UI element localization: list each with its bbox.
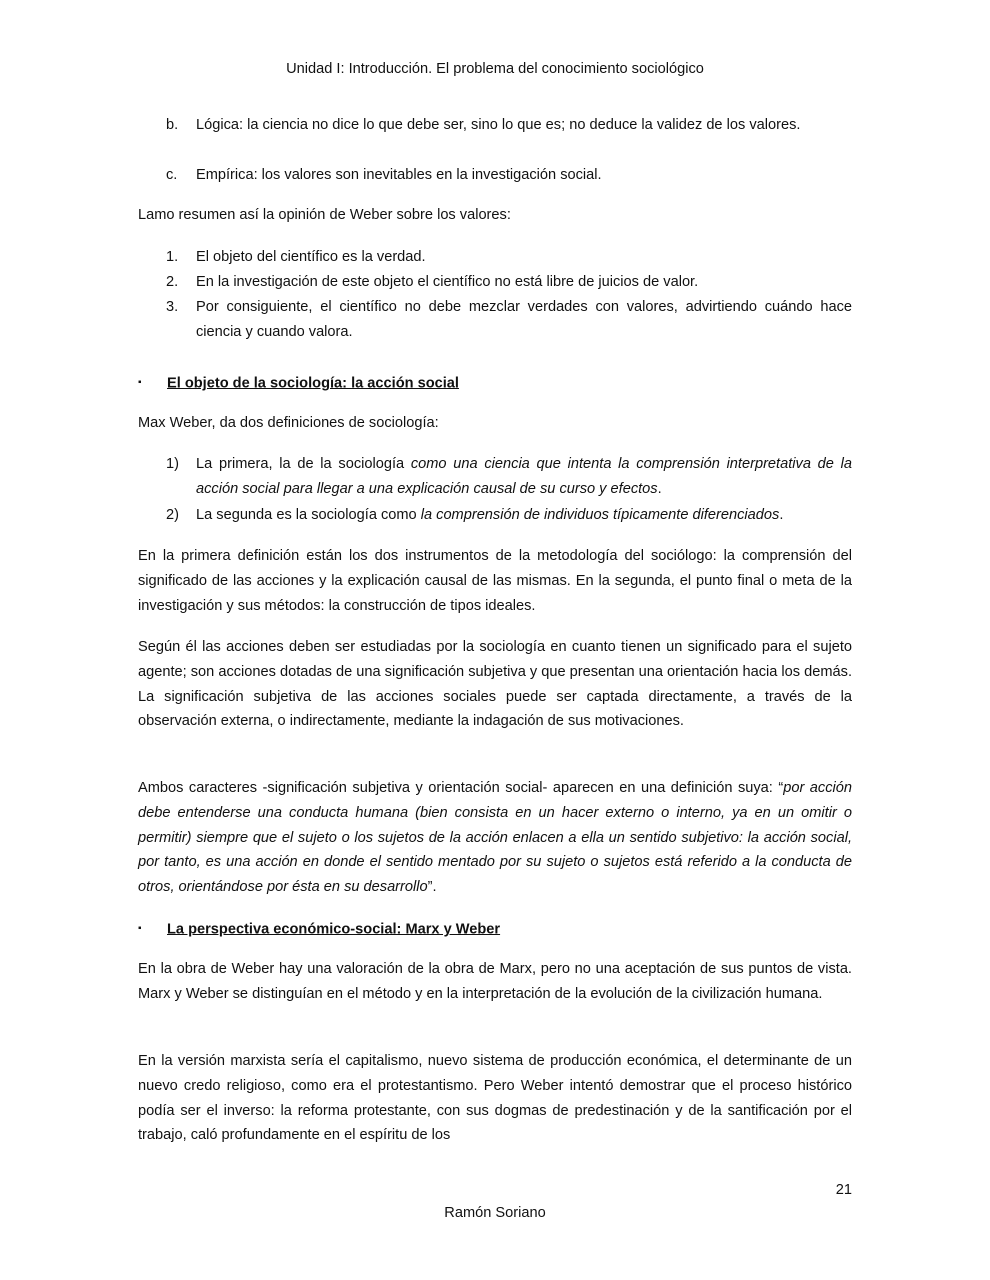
list-item (166, 113, 852, 138)
list-item (166, 245, 852, 270)
paragraph: Max Weber, da dos definiciones de sociología: (138, 415, 439, 431)
plain-text: . (779, 507, 784, 523)
list-text: Lógica: la ciencia no dice lo que debe ser, sino lo que es; no deduce la validez de los valores. (196, 117, 801, 133)
list-marker: b. (166, 117, 179, 133)
list-marker: 3. (166, 299, 179, 315)
plain-text: . (657, 480, 662, 497)
paragraph: Lamo resumen así la opinión de Weber sobre los valores: (138, 207, 511, 223)
running-header: Unidad I: Introducción. El problema del conocimiento sociológico (286, 61, 704, 77)
list-marker: 2. (166, 274, 179, 290)
paragraph: En la primera definición están los dos instrumentos de la metodología del sociólogo: la comprensión del significado de las acciones y la explicación causal de las mismas. En la segunda, el punto final o meta de la investigación y sus métodos: la construcción de tipos ideales. (138, 548, 852, 614)
footer-author: Ramón Soriano (444, 1205, 546, 1221)
heading-text: La perspectiva económico-social: Marx y Weber (167, 921, 501, 938)
list-text: Empírica: los valores son inevitables en la investigación social. (196, 167, 602, 183)
plain-text: ”. (427, 879, 437, 896)
plain-text: La segunda es la sociología como (196, 507, 421, 523)
quote-text: por acción debe entenderse una conducta humana (bien consista en un hacer externo o interno, ya en un omitir o permitir) siempre que el sujeto o los sujetos de la acción enlacen a ella un sentido subjetivo: la acción social, por tanto, es una acción en donde el sentido mentado por su sujeto o sujetos está referido a la conducta de otros, orientándose por ésta en su desarrollo (138, 780, 852, 896)
plain-text: La primera, la de la sociología (196, 456, 411, 472)
paragraph: En la obra de Weber hay una valoración de la obra de Marx, pero no una aceptación de sus puntos de vista. Marx y Weber se distinguían en el método y en la interpretación de la evolución de la civilización humana. (138, 961, 852, 1002)
list-text: El objeto del científico es la verdad. (196, 249, 426, 265)
heading-text: El objeto de la sociología: la acción social (167, 375, 459, 392)
italic-text: la comprensión de individuos típicamente diferenciados (420, 507, 780, 523)
list-marker: 1) (166, 456, 179, 472)
paragraph (138, 776, 852, 900)
list-marker: 1. (166, 249, 179, 265)
list-text: Por consiguiente, el científico no debe mezclar verdades con valores, advirtiendo cuándo hace ciencia y cuando valora. (196, 299, 852, 340)
list-text (196, 452, 852, 502)
list-text: En la investigación de este objeto el científico no está libre de juicios de valor. (196, 274, 699, 290)
list-item (166, 503, 852, 528)
italic-text: como una ciencia que intenta la comprensión interpretativa de la acción social para llegar a una explicación causal de su curso y efectos (196, 456, 853, 497)
bullet-icon: ▪ (138, 923, 142, 934)
list-marker: c. (166, 167, 178, 183)
paragraph: Según él las acciones deben ser estudiadas por la sociología en cuanto tienen un significado para el sujeto agente; son acciones dotadas de una significación subjetiva y que presentan una orientación hacia los demás. La significación subjetiva de las acciones sociales puede ser captada directamente, a través de la observación externa, o indirectamente, mediante la indagación de sus motivaciones. (138, 639, 852, 730)
list-item (166, 270, 852, 295)
section-heading (138, 371, 459, 396)
list-item (166, 163, 852, 188)
page-number: 21 (835, 1182, 852, 1198)
paragraph: En la versión marxista sería el capitalismo, nuevo sistema de producción económica, el determinante de un nuevo credo religioso, como era el protestantismo. Pero Weber intentó demostrar que el proceso histórico podía ser el inverso: la reforma protestante, con sus dogmas de predestinación y de la santificación por el trabajo, caló profundamente en el espíritu de los (138, 1053, 852, 1144)
section-heading (138, 917, 500, 942)
bullet-icon: ▪ (138, 377, 142, 388)
plain-text: Ambos caracteres -significación subjetiva y orientación social- aparecen en una definición suya: “ (138, 780, 784, 796)
list-marker: 2) (166, 507, 179, 523)
list-text (196, 503, 852, 528)
list-item (166, 452, 852, 502)
list-item (166, 295, 852, 345)
